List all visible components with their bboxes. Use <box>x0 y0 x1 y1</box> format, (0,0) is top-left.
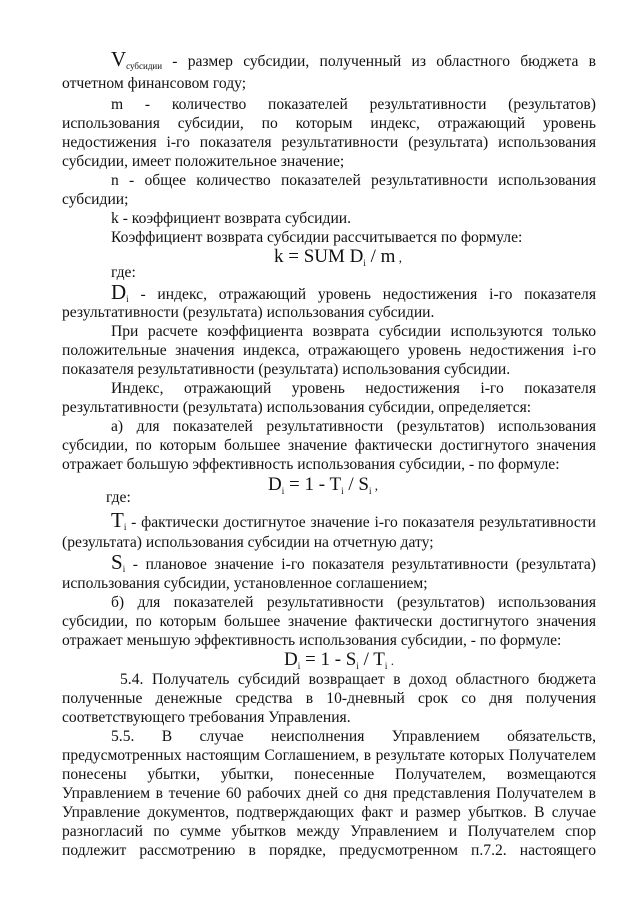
paragraph-a-line-1: а) для показателей результативности (результатов) использования <box>111 418 596 435</box>
formula-di-a-sub-3: i <box>368 486 372 496</box>
paragraph-n-line-1: n - общее количество показателей результативности использования <box>111 172 596 189</box>
formula-di-a-t: = 1 - T <box>284 474 342 495</box>
paragraph-m-line-4: субсидии, имеет положительное значение; <box>62 153 345 170</box>
formula-di-a-s: / S <box>343 474 369 495</box>
formula-di-b-t: / T <box>358 649 385 670</box>
formula-k-subscript: i <box>363 258 366 268</box>
paragraph-a-line-3: отражает большую эффективность использования субсидии, - по формуле: <box>62 456 560 473</box>
paragraph-m-line-1: m - количество показателей результативности (результатов) <box>111 96 596 113</box>
paragraph-b-line-3: отражает меньшую эффективность использования субсидии, - по формуле: <box>62 632 562 649</box>
paragraph-b-line-1: б) для показателей результативности (результатов) использования <box>111 594 596 611</box>
paragraph-di-text: - индекс, отражающий уровень недостижения i-го показателя <box>128 286 596 303</box>
symbol-t-subscript: i <box>123 522 127 532</box>
formula-di-a-sub-2: i <box>341 486 344 496</box>
clause-5-5-line-6: разногласий по сумме убытков между Управлением и Получателем спор <box>62 823 596 840</box>
paragraph-positive-line-1: При расчете коэффициента возврата субсидии используются только <box>111 323 596 340</box>
where-label-1: где: <box>111 264 136 281</box>
paragraph-v-line-2: отчетном финансовом году; <box>62 75 247 92</box>
symbol-t: T <box>111 508 124 532</box>
formula-di-b-sub-2: i <box>356 661 359 671</box>
formula-k-comma: , <box>395 250 402 265</box>
formula-di-a-comma: , <box>371 478 378 493</box>
paragraph-m-line-2: использования субсидии, по которым индекс, отражающий уровень <box>62 115 596 132</box>
paragraph-ti-line-1 <box>111 508 596 534</box>
clause-5-5-line-5: Управление документов, подтверждающих факт и размер убытков. В случае <box>62 804 596 821</box>
paragraph-si-line-2: использования субсидии, установленное соглашением; <box>62 575 428 592</box>
formula-di-b-d: D <box>284 649 298 670</box>
paragraph-di-line-2: результативности (результата) использования субсидии. <box>62 304 435 321</box>
clause-5-5-line-2: предусмотренных настоящим Соглашением, в результате которых Получателем <box>62 747 596 764</box>
symbol-d-subscript: i <box>126 294 129 304</box>
formula-k-part-b: / m <box>365 246 396 267</box>
paragraph-m-line-3: недостижения i-го показателя результативности (результата) использования <box>62 134 596 151</box>
clause-5-5-line-3: понесены убытки, убытки, понесенные Получателем, возмещаются <box>62 766 596 783</box>
paragraph-n-line-2: субсидии; <box>62 191 129 208</box>
formula-di-b-sub-1: i <box>297 661 301 671</box>
clause-5-5-line-4: Управлением в течение 60 рабочих дней со дня представления Получателем в <box>62 785 596 802</box>
where-label-2: где: <box>106 489 131 506</box>
symbol-s-subscript: i <box>122 564 126 574</box>
paragraph-v-line-1 <box>111 47 596 73</box>
clause-5-5-line-1: 5.5. В случае неисполнения Управлением обязательств, <box>111 728 596 745</box>
paragraph-a-line-2: субсидии, по которым большее значение фактически достигнутого значения <box>62 437 596 454</box>
formula-di-b-period: . <box>387 653 394 668</box>
paragraph-index-line-2: результативности (результата) использования субсидии, определяется: <box>62 399 532 416</box>
formula-di-b-s: = 1 - S <box>300 649 357 670</box>
paragraph-ti-text: - фактически достигнутое значение i-го показателя результативности <box>126 514 596 531</box>
paragraph-index-line-1: Индекс, отражающий уровень недостижения i-го показателя <box>111 380 596 397</box>
symbol-s: S <box>111 550 123 574</box>
symbol-d: D <box>111 280 127 304</box>
paragraph-si-line-1 <box>111 550 596 576</box>
clause-5-4-line-3: соответствующего требования Управления. <box>62 709 351 726</box>
paragraph-coefficient-intro: Коэффициент возврата субсидии рассчитывается по формуле: <box>111 229 523 246</box>
paragraph-positive-line-3: показателя результативности (результата) использования субсидии. <box>62 361 511 378</box>
paragraph-positive-line-2: положительные значения индекса, отражающего уровень недостижения i-го <box>62 342 596 359</box>
clause-5-4-line-1: 5.4. Получатель субсидий возвращает в доход областного бюджета <box>120 671 596 688</box>
clause-5-5-line-7: подлежит рассмотрению в порядке, предусмотренном п.7.2. настоящего <box>62 842 596 859</box>
paragraph-v-text: - размер субсидии, полученный из областного бюджета в <box>162 53 596 70</box>
formula-k-part-a: k = SUM D <box>274 246 364 267</box>
clause-5-4-line-2: полученные денежные средства в 10-дневный срок со дня получения <box>62 690 596 707</box>
symbol-v-subscript: субсидии <box>126 61 163 71</box>
formula-di-b-sub-3: i <box>384 661 388 671</box>
formula-di-a-sub-1: i <box>281 486 285 496</box>
symbol-v: V <box>111 47 127 71</box>
paragraph-b-line-2: субсидии, по которым большее значение фактически достигнутого значения <box>62 613 596 630</box>
formula-di-a-d: D <box>268 474 282 495</box>
paragraph-k: k - коэффициент возврата субсидии. <box>111 210 352 227</box>
paragraph-si-text: - плановое значение i-го показателя результативности (результата) <box>125 556 596 573</box>
paragraph-ti-line-2: (результата) использования субсидии на отчетную дату; <box>62 534 434 551</box>
